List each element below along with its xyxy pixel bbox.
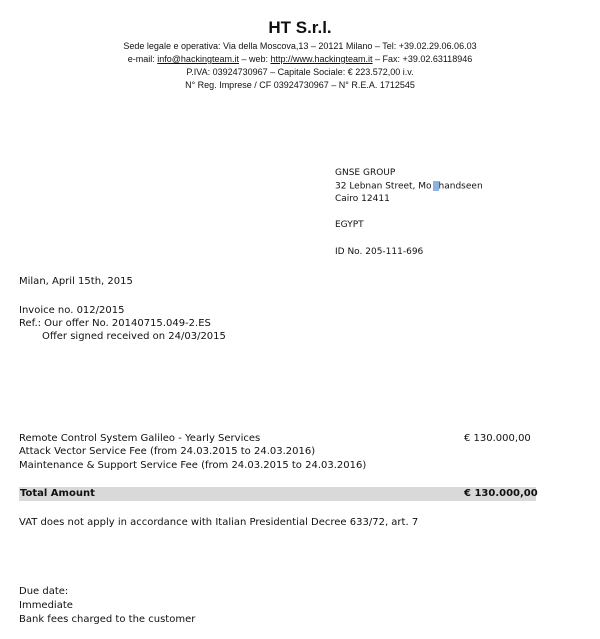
invoice-date: Milan, April 15th, 2015 [19, 276, 133, 287]
recipient-name: GNSE GROUP [335, 168, 396, 178]
recipient-city: Cairo 12411 [335, 194, 390, 204]
recipient-country: EGYPT [335, 220, 364, 230]
offer-reference: Ref.: Our offer No. 20140715.049-2.ES [19, 318, 211, 329]
company-vat: P.IVA: 03924730967 – Capitale Sociale: € 223.572,00 i.v. [186, 67, 414, 77]
web-link[interactable]: http://www.hackingteam.it [270, 54, 373, 64]
company-address: Sede legale e operativa: Via della Moscova,13 – 20121 Milano – Tel: +39.02.29.06.06.03 [123, 41, 477, 51]
item-amount: € 130.000,00 [464, 433, 531, 444]
total-label: Total Amount [20, 488, 95, 499]
total-row-background [19, 487, 536, 501]
vat-note: VAT does not apply in accordance with Italian Presidential Decree 633/72, art. 7 [19, 517, 419, 528]
company-contacts [0, 53, 600, 66]
recipient-street-part2: handseen [438, 181, 483, 192]
recipient-street-part1: 32 Lebnan Street, Mo [335, 181, 432, 192]
email-link[interactable]: info@hackingteam.it [157, 54, 239, 64]
item-line-3: Maintenance & Support Service Fee (from 24.03.2015 to 24.03.2016) [19, 460, 367, 471]
recipient-street [335, 181, 483, 192]
due-date-value: Immediate [19, 600, 73, 611]
web-prefix: – web: [238, 54, 271, 64]
recipient-id: ID No. 205-111-696 [335, 247, 424, 257]
item-line-2: Attack Vector Service Fee (from 24.03.2015 to 24.03.2016) [19, 446, 316, 457]
email-prefix: e-mail: [127, 54, 158, 64]
company-registration: N° Reg. Imprese / CF 03924730967 – N° R.E.A. 1712545 [185, 80, 415, 90]
item-line-1: Remote Control System Galileo - Yearly Services [19, 433, 261, 444]
due-date-label: Due date: [19, 586, 69, 597]
fax-number: – Fax: +39.02.63118946 [372, 54, 473, 64]
total-amount: € 130.000,00 [464, 488, 538, 499]
offer-signed: Offer signed received on 24/03/2015 [42, 331, 226, 342]
bank-fees-note: Bank fees charged to the customer [19, 614, 196, 625]
invoice-number: Invoice no. 012/2015 [19, 305, 125, 316]
company-name: HT S.r.l. [268, 18, 332, 37]
